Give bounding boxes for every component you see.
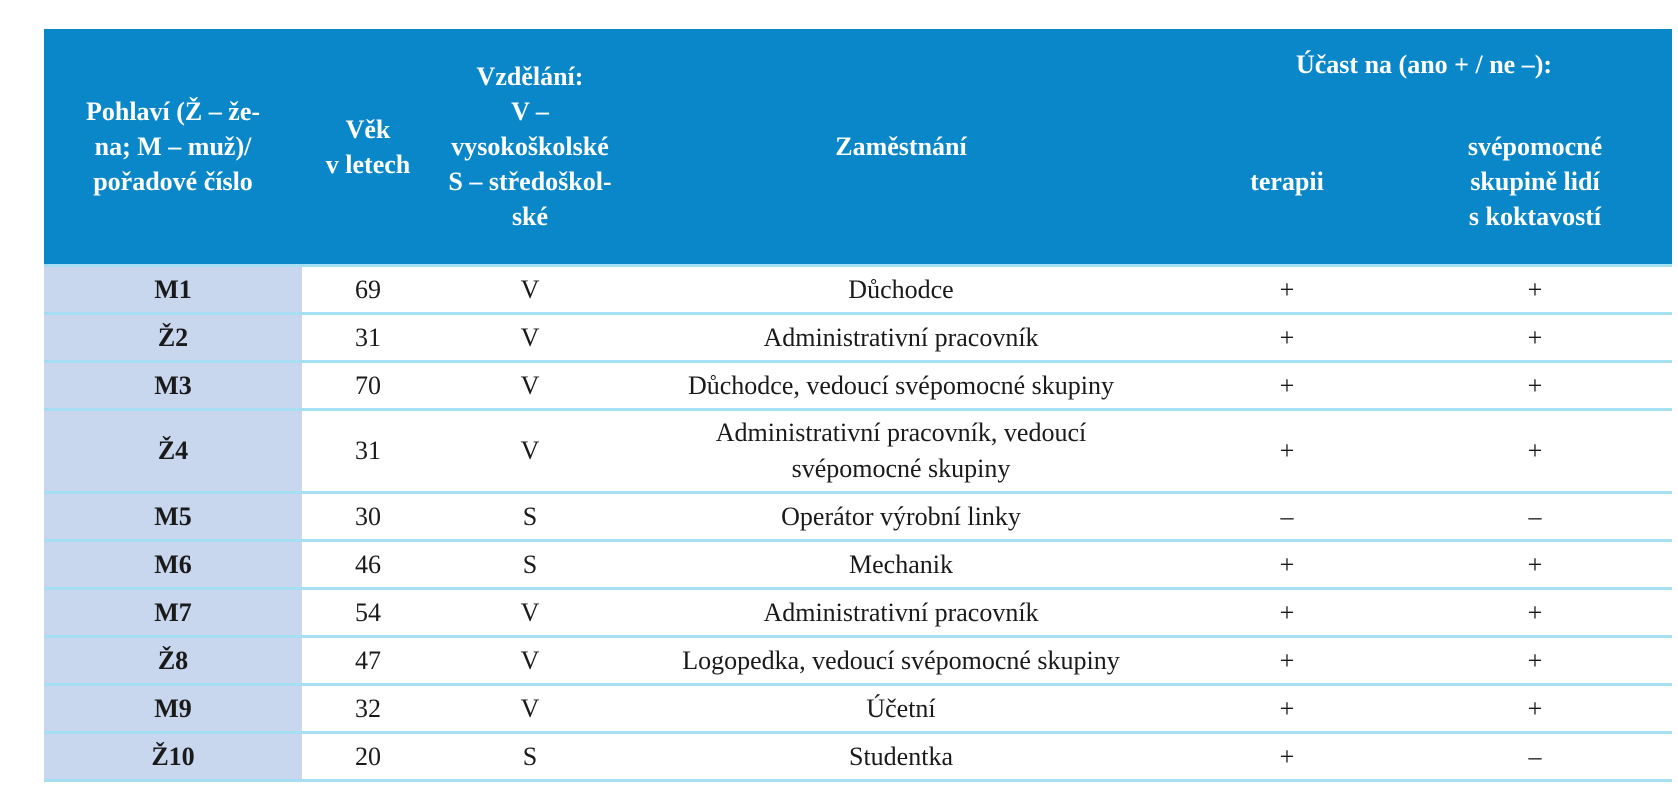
cell-age: 70 (302, 362, 434, 410)
cell-education: V (434, 266, 626, 314)
cell-job: Důchodce, vedoucí svépomocné skupiny (626, 362, 1176, 410)
cell-age: 46 (302, 541, 434, 589)
cell-education: S (434, 541, 626, 589)
cell-education: S (434, 493, 626, 541)
cell-job: Operátor výrobní linky (626, 493, 1176, 541)
cell-job: Důchodce (626, 266, 1176, 314)
cell-therapy: + (1176, 362, 1398, 410)
cell-selfhelp: – (1398, 733, 1672, 781)
table-row (44, 541, 1672, 589)
cell-id: M9 (44, 685, 302, 733)
cell-education: S (434, 733, 626, 781)
table-row (44, 493, 1672, 541)
cell-job: Administrativní pracovník (626, 314, 1176, 362)
cell-therapy: + (1176, 637, 1398, 685)
header-job: Zaměstnání (626, 29, 1176, 266)
cell-id: M3 (44, 362, 302, 410)
table-header (44, 29, 1672, 266)
cell-selfhelp: – (1398, 493, 1672, 541)
table-row (44, 685, 1672, 733)
cell-job: Účetní (626, 685, 1176, 733)
cell-id: M7 (44, 589, 302, 637)
cell-age: 31 (302, 314, 434, 362)
cell-education: V (434, 362, 626, 410)
cell-id: M1 (44, 266, 302, 314)
cell-job: Logopedka, vedoucí svépomocné skupiny (626, 637, 1176, 685)
cell-id: Ž8 (44, 637, 302, 685)
table-row (44, 314, 1672, 362)
table-body (44, 266, 1672, 781)
cell-selfhelp: + (1398, 637, 1672, 685)
cell-therapy: + (1176, 733, 1398, 781)
cell-age: 47 (302, 637, 434, 685)
cell-selfhelp: + (1398, 685, 1672, 733)
cell-therapy: + (1176, 266, 1398, 314)
cell-selfhelp: + (1398, 362, 1672, 410)
cell-id: Ž2 (44, 314, 302, 362)
cell-selfhelp: + (1398, 314, 1672, 362)
header-therapy: terapii (1176, 99, 1398, 266)
cell-age: 69 (302, 266, 434, 314)
table-row (44, 589, 1672, 637)
cell-age: 31 (302, 410, 434, 493)
cell-therapy: + (1176, 410, 1398, 493)
participants-table (44, 29, 1672, 782)
cell-selfhelp: + (1398, 410, 1672, 493)
table-row (44, 410, 1672, 493)
table-row (44, 637, 1672, 685)
header-participation-group: Účast na (ano + / ne –): (1176, 29, 1672, 99)
table-row (44, 362, 1672, 410)
cell-age: 30 (302, 493, 434, 541)
cell-id: Ž10 (44, 733, 302, 781)
table-row (44, 266, 1672, 314)
cell-job: Administrativní pracovník (626, 589, 1176, 637)
table-row (44, 733, 1672, 781)
cell-education: V (434, 685, 626, 733)
header-selfhelp: svépomocné skupině lidí s koktavostí (1398, 99, 1672, 266)
cell-education: V (434, 314, 626, 362)
header-education: Vzdělání: V – vysokoškolské S – středoškol- ské (434, 29, 626, 266)
cell-id: M6 (44, 541, 302, 589)
participants-table-wrap (44, 29, 1672, 782)
cell-therapy: + (1176, 314, 1398, 362)
cell-job: Mechanik (626, 541, 1176, 589)
cell-education: V (434, 589, 626, 637)
cell-age: 54 (302, 589, 434, 637)
cell-therapy: + (1176, 685, 1398, 733)
cell-job: Studentka (626, 733, 1176, 781)
cell-education: V (434, 637, 626, 685)
cell-age: 20 (302, 733, 434, 781)
cell-job: Administrativní pracovník, vedoucí svépomocné skupiny (626, 410, 1176, 493)
header-id: Pohlaví (Ž – že- na; M – muž)/ pořadové číslo (44, 29, 302, 266)
cell-therapy: + (1176, 589, 1398, 637)
cell-selfhelp: + (1398, 266, 1672, 314)
header-age: Věk v letech (302, 29, 434, 266)
cell-education: V (434, 410, 626, 493)
cell-selfhelp: + (1398, 589, 1672, 637)
cell-selfhelp: + (1398, 541, 1672, 589)
cell-id: Ž4 (44, 410, 302, 493)
cell-therapy: – (1176, 493, 1398, 541)
cell-id: M5 (44, 493, 302, 541)
cell-therapy: + (1176, 541, 1398, 589)
cell-age: 32 (302, 685, 434, 733)
